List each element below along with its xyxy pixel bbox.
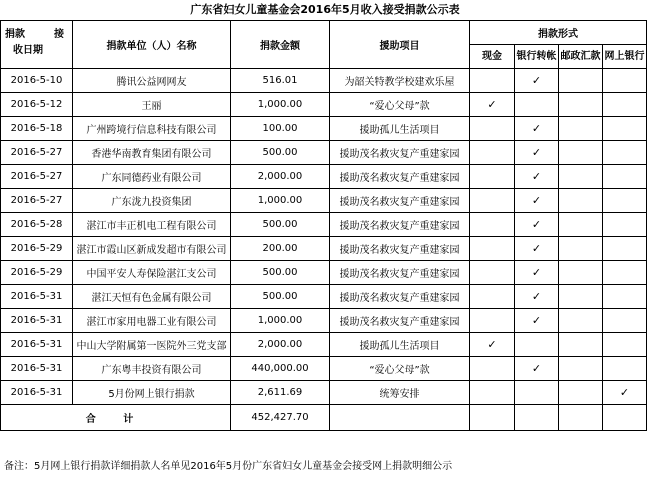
row-unit: 湛江市霞山区新成发超市有限公司 [73, 237, 231, 261]
row-project: “爱心父母”款 [330, 93, 470, 117]
row-bank-check: ✓ [515, 69, 559, 93]
row-online-check [603, 69, 647, 93]
row-unit: 湛江天恒有色金属有限公司 [73, 285, 231, 309]
row-cash-check [470, 165, 515, 189]
row-cash-check [470, 381, 515, 405]
row-date: 2016-5-31 [1, 309, 73, 333]
row-cash-check [470, 285, 515, 309]
row-date: 2016-5-27 [1, 189, 73, 213]
row-project: 援助茂名救灾复产重建家园 [330, 261, 470, 285]
row-unit: 王丽 [73, 93, 231, 117]
row-postal-check [559, 309, 603, 333]
row-online-check [603, 333, 647, 357]
row-bank-check: ✓ [515, 285, 559, 309]
header-postal: 邮政汇款 [559, 45, 603, 69]
row-cash-check [470, 141, 515, 165]
row-date: 2016-5-27 [1, 165, 73, 189]
row-project: 援助茂名救灾复产重建家园 [330, 165, 470, 189]
row-bank-check: ✓ [515, 117, 559, 141]
header-method-group: 捐款形式 [470, 21, 647, 45]
row-online-check [603, 285, 647, 309]
row-project: 援助茂名救灾复产重建家园 [330, 237, 470, 261]
table-row [1, 357, 647, 381]
total-empty-online [603, 405, 647, 431]
row-amount: 1,000.00 [231, 189, 330, 213]
table-row [1, 381, 647, 405]
row-amount: 440,000.00 [231, 357, 330, 381]
row-cash-check [470, 117, 515, 141]
row-amount: 100.00 [231, 117, 330, 141]
row-amount: 200.00 [231, 237, 330, 261]
row-date: 2016-5-31 [1, 333, 73, 357]
row-postal-check [559, 165, 603, 189]
row-online-check [603, 357, 647, 381]
row-project: “爱心父母”款 [330, 357, 470, 381]
row-bank-check: ✓ [515, 261, 559, 285]
row-online-check [603, 165, 647, 189]
row-amount: 500.00 [231, 141, 330, 165]
header-cash: 现金 [470, 45, 515, 69]
row-postal-check [559, 357, 603, 381]
row-postal-check [559, 333, 603, 357]
row-postal-check [559, 93, 603, 117]
header-date-bottom: 收日期 [13, 45, 43, 56]
row-project: 援助茂名救灾复产重建家园 [330, 189, 470, 213]
header-date [1, 21, 73, 69]
row-unit: 广东粤丰投资有限公司 [73, 357, 231, 381]
row-amount: 500.00 [231, 213, 330, 237]
header-online: 网上银行 [603, 45, 647, 69]
row-cash-check: ✓ [470, 93, 515, 117]
row-postal-check [559, 285, 603, 309]
donation-table [0, 20, 647, 431]
row-date: 2016-5-10 [1, 69, 73, 93]
row-project: 援助茂名救灾复产重建家园 [330, 309, 470, 333]
row-postal-check [559, 141, 603, 165]
row-amount: 1,000.00 [231, 93, 330, 117]
header-bank: 银行转帐 [515, 45, 559, 69]
table-row [1, 165, 647, 189]
row-unit: 中山大学附属第一医院外三党支部 [73, 333, 231, 357]
row-cash-check [470, 69, 515, 93]
row-cash-check [470, 309, 515, 333]
header-amount: 捐款金额 [231, 21, 330, 69]
row-online-check [603, 213, 647, 237]
row-online-check [603, 309, 647, 333]
row-postal-check [559, 381, 603, 405]
total-empty-project [330, 405, 470, 431]
row-unit: 广州跨境行信息科技有限公司 [73, 117, 231, 141]
row-bank-check: ✓ [515, 237, 559, 261]
row-project: 援助茂名救灾复产重建家园 [330, 141, 470, 165]
row-postal-check [559, 237, 603, 261]
row-unit: 香港华南教育集团有限公司 [73, 141, 231, 165]
row-amount: 516.01 [231, 69, 330, 93]
row-online-check [603, 117, 647, 141]
row-project: 援助孤儿生活项目 [330, 333, 470, 357]
row-postal-check [559, 261, 603, 285]
row-cash-check [470, 189, 515, 213]
row-date: 2016-5-31 [1, 381, 73, 405]
table-row [1, 237, 647, 261]
table-row [1, 309, 647, 333]
row-date: 2016-5-18 [1, 117, 73, 141]
row-unit: 5月份网上银行捐款 [73, 381, 231, 405]
total-row [1, 405, 647, 431]
table-row [1, 285, 647, 309]
row-project: 援助孤儿生活项目 [330, 117, 470, 141]
table-row [1, 261, 647, 285]
row-unit: 中国平安人寿保险湛江支公司 [73, 261, 231, 285]
row-bank-check: ✓ [515, 189, 559, 213]
row-project: 统筹安排 [330, 381, 470, 405]
row-unit: 腾讯公益网网友 [73, 69, 231, 93]
total-amount: 452,427.70 [231, 405, 330, 431]
row-bank-check: ✓ [515, 165, 559, 189]
row-unit: 广东泷九投资集团 [73, 189, 231, 213]
total-empty-cash [470, 405, 515, 431]
row-date: 2016-5-28 [1, 213, 73, 237]
row-amount: 1,000.00 [231, 309, 330, 333]
table-row [1, 333, 647, 357]
row-date: 2016-5-31 [1, 357, 73, 381]
row-cash-check [470, 237, 515, 261]
row-cash-check [470, 261, 515, 285]
row-bank-check: ✓ [515, 213, 559, 237]
row-online-check [603, 261, 647, 285]
row-bank-check [515, 93, 559, 117]
header-date-top-right: 接 [54, 29, 64, 40]
total-empty-postal [559, 405, 603, 431]
total-empty-bank [515, 405, 559, 431]
total-label [1, 405, 231, 431]
row-postal-check [559, 69, 603, 93]
row-amount: 2,000.00 [231, 165, 330, 189]
row-amount: 500.00 [231, 261, 330, 285]
row-bank-check: ✓ [515, 141, 559, 165]
table-row [1, 189, 647, 213]
row-date: 2016-5-31 [1, 285, 73, 309]
header-project: 援助项目 [330, 21, 470, 69]
row-project: 援助茂名救灾复产重建家园 [330, 213, 470, 237]
table-row [1, 117, 647, 141]
row-amount: 500.00 [231, 285, 330, 309]
row-project: 援助茂名救灾复产重建家园 [330, 285, 470, 309]
row-bank-check [515, 333, 559, 357]
table-title: 广东省妇女儿童基金会2016年5月收入接受捐款公示表 [190, 3, 460, 16]
row-bank-check: ✓ [515, 357, 559, 381]
header-date-top-left: 捐款 [5, 29, 25, 40]
total-label-text: 合 计 [85, 414, 146, 425]
row-amount: 2,000.00 [231, 333, 330, 357]
row-online-check [603, 237, 647, 261]
table-row [1, 69, 647, 93]
row-unit: 湛江市家用电器工业有限公司 [73, 309, 231, 333]
row-online-check [603, 141, 647, 165]
row-date: 2016-5-29 [1, 237, 73, 261]
header-unit: 捐款单位（人）名称 [73, 21, 231, 69]
row-project: 为韶关特教学校建欢乐屋 [330, 69, 470, 93]
row-date: 2016-5-29 [1, 261, 73, 285]
row-date: 2016-5-27 [1, 141, 73, 165]
row-amount: 2,611.69 [231, 381, 330, 405]
row-cash-check [470, 213, 515, 237]
row-bank-check [515, 381, 559, 405]
table-row [1, 93, 647, 117]
row-online-check: ✓ [603, 381, 647, 405]
row-online-check [603, 93, 647, 117]
row-unit: 广东同德药业有限公司 [73, 165, 231, 189]
row-cash-check [470, 357, 515, 381]
table-row [1, 213, 647, 237]
row-unit: 湛江市丰正机电工程有限公司 [73, 213, 231, 237]
row-postal-check [559, 189, 603, 213]
row-bank-check: ✓ [515, 309, 559, 333]
footnote: 备注：5月网上银行捐款详细捐款人名单见2016年5月份广东省妇女儿童基金会接受网上捐款明细公示 [4, 461, 453, 472]
row-cash-check: ✓ [470, 333, 515, 357]
row-postal-check [559, 117, 603, 141]
table-row [1, 141, 647, 165]
row-date: 2016-5-12 [1, 93, 73, 117]
row-online-check [603, 189, 647, 213]
row-postal-check [559, 213, 603, 237]
